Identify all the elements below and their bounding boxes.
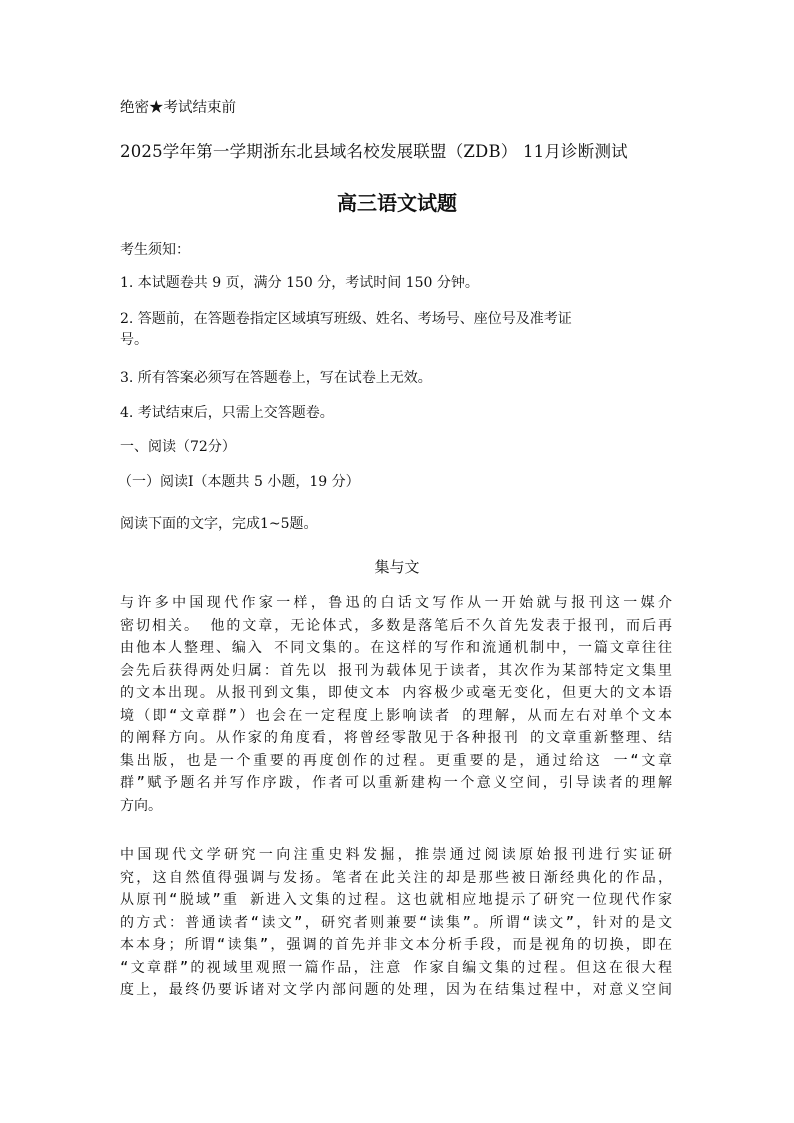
paragraph-line: 群”赋予题名并写作序跋，作者可以重新建构一个意义空间，引导读者的理解	[120, 775, 672, 791]
paragraph-line: 集出版，也是一个重要的再度创作的过程。更重要的是，通过给这 一“文章	[120, 752, 672, 769]
confidential-mark: 绝密★考试结束前	[120, 100, 236, 116]
paragraph-line: 的方式：普通读者“读文”，研究者则兼要“读集”。所谓“读文”，针对的是文	[120, 914, 672, 931]
section-title: 一、阅读（72分）	[120, 439, 236, 455]
paragraph-line: 由他本人整理、编入 不同文集的。在这样的写作和流通机制中，一篇文章往往	[120, 640, 672, 656]
paragraph-line: 度上，最终仍要诉诸对文学内部问题的处理，因为在结集过程中，对意义空间	[120, 982, 672, 998]
notice-item-4: 4. 考试结束后，只需上交答题卷。	[120, 405, 334, 421]
notice-item-3: 3. 所有答案必须写在答题卷上，写在试卷上无效。	[120, 370, 432, 386]
section-subtitle: （一）阅读Ⅰ（本题共 5 小题，19 分）	[118, 474, 360, 490]
notice-item-2: 2. 答题前，在答题卷指定区域填写班级、姓名、考场号、座位号及准考证	[120, 311, 572, 327]
paragraph-line: “文章群”的视域里观照一篇作品，注意 作家自编文集的过程。但这在很大程	[120, 959, 672, 976]
paragraph-line: 从原刊“脱域”重 新进入文集的过程。这也就相应地提示了研究一位现代作家	[120, 892, 672, 908]
paragraph-line: 密切相关。 他的文章，无论体式，多数是落笔后不久首先发表于报刊，而后再	[120, 617, 672, 634]
paragraph-line: 本本身；所谓“读集”，强调的首先并非文本分析手段，而是视角的切换，即在	[120, 937, 672, 953]
notice-heading: 考生须知：	[120, 242, 190, 258]
paragraph-line: 方向。	[120, 797, 162, 814]
paragraph-line: 究，这自然值得强调与发扬。笔者在此关注的却是那些被日渐经典化的作品，	[120, 869, 672, 886]
article-paragraph-2	[120, 844, 672, 1002]
article-title: 集与文	[374, 558, 420, 576]
paragraph-line: 境（即“文章群”）也会在一定程度上影响读者 的理解，从而左右对单个文本	[120, 707, 672, 724]
notice-item-2-continued: 号。	[120, 332, 148, 348]
subject-title: 高三语文试题	[337, 191, 457, 215]
paragraph-line: 会先后获得两处归属：首先以 报刊为载体见于读者，其次作为某部特定文集里	[120, 662, 672, 679]
paragraph-line: 与许多中国现代作家一样，鲁迅的白话文写作从一开始就与报刊这一媒介	[120, 595, 672, 611]
exam-name: 2025学年第一学期浙东北县域名校发展联盟（ZDB） 11月诊断测试	[120, 142, 628, 161]
reading-instruction: 阅读下面的文字，完成1~5题。	[120, 516, 318, 532]
paragraph-line: 中国现代文学研究一向注重史料发掘，推崇通过阅读原始报刊进行实证研	[120, 847, 672, 863]
paragraph-line: 的文本出现。从报刊到文集，即使文本 内容极少或毫无变化，但更大的文本语	[120, 685, 672, 701]
article-paragraph-1	[120, 592, 672, 817]
paragraph-line: 的阐释方向。从作家的角度看，将曾经零散见于各种报刊 的文章重新整理、结	[120, 730, 672, 746]
notice-item-1: 1. 本试题卷共 9 页，满分 150 分，考试时间 150 分钟。	[120, 275, 479, 291]
